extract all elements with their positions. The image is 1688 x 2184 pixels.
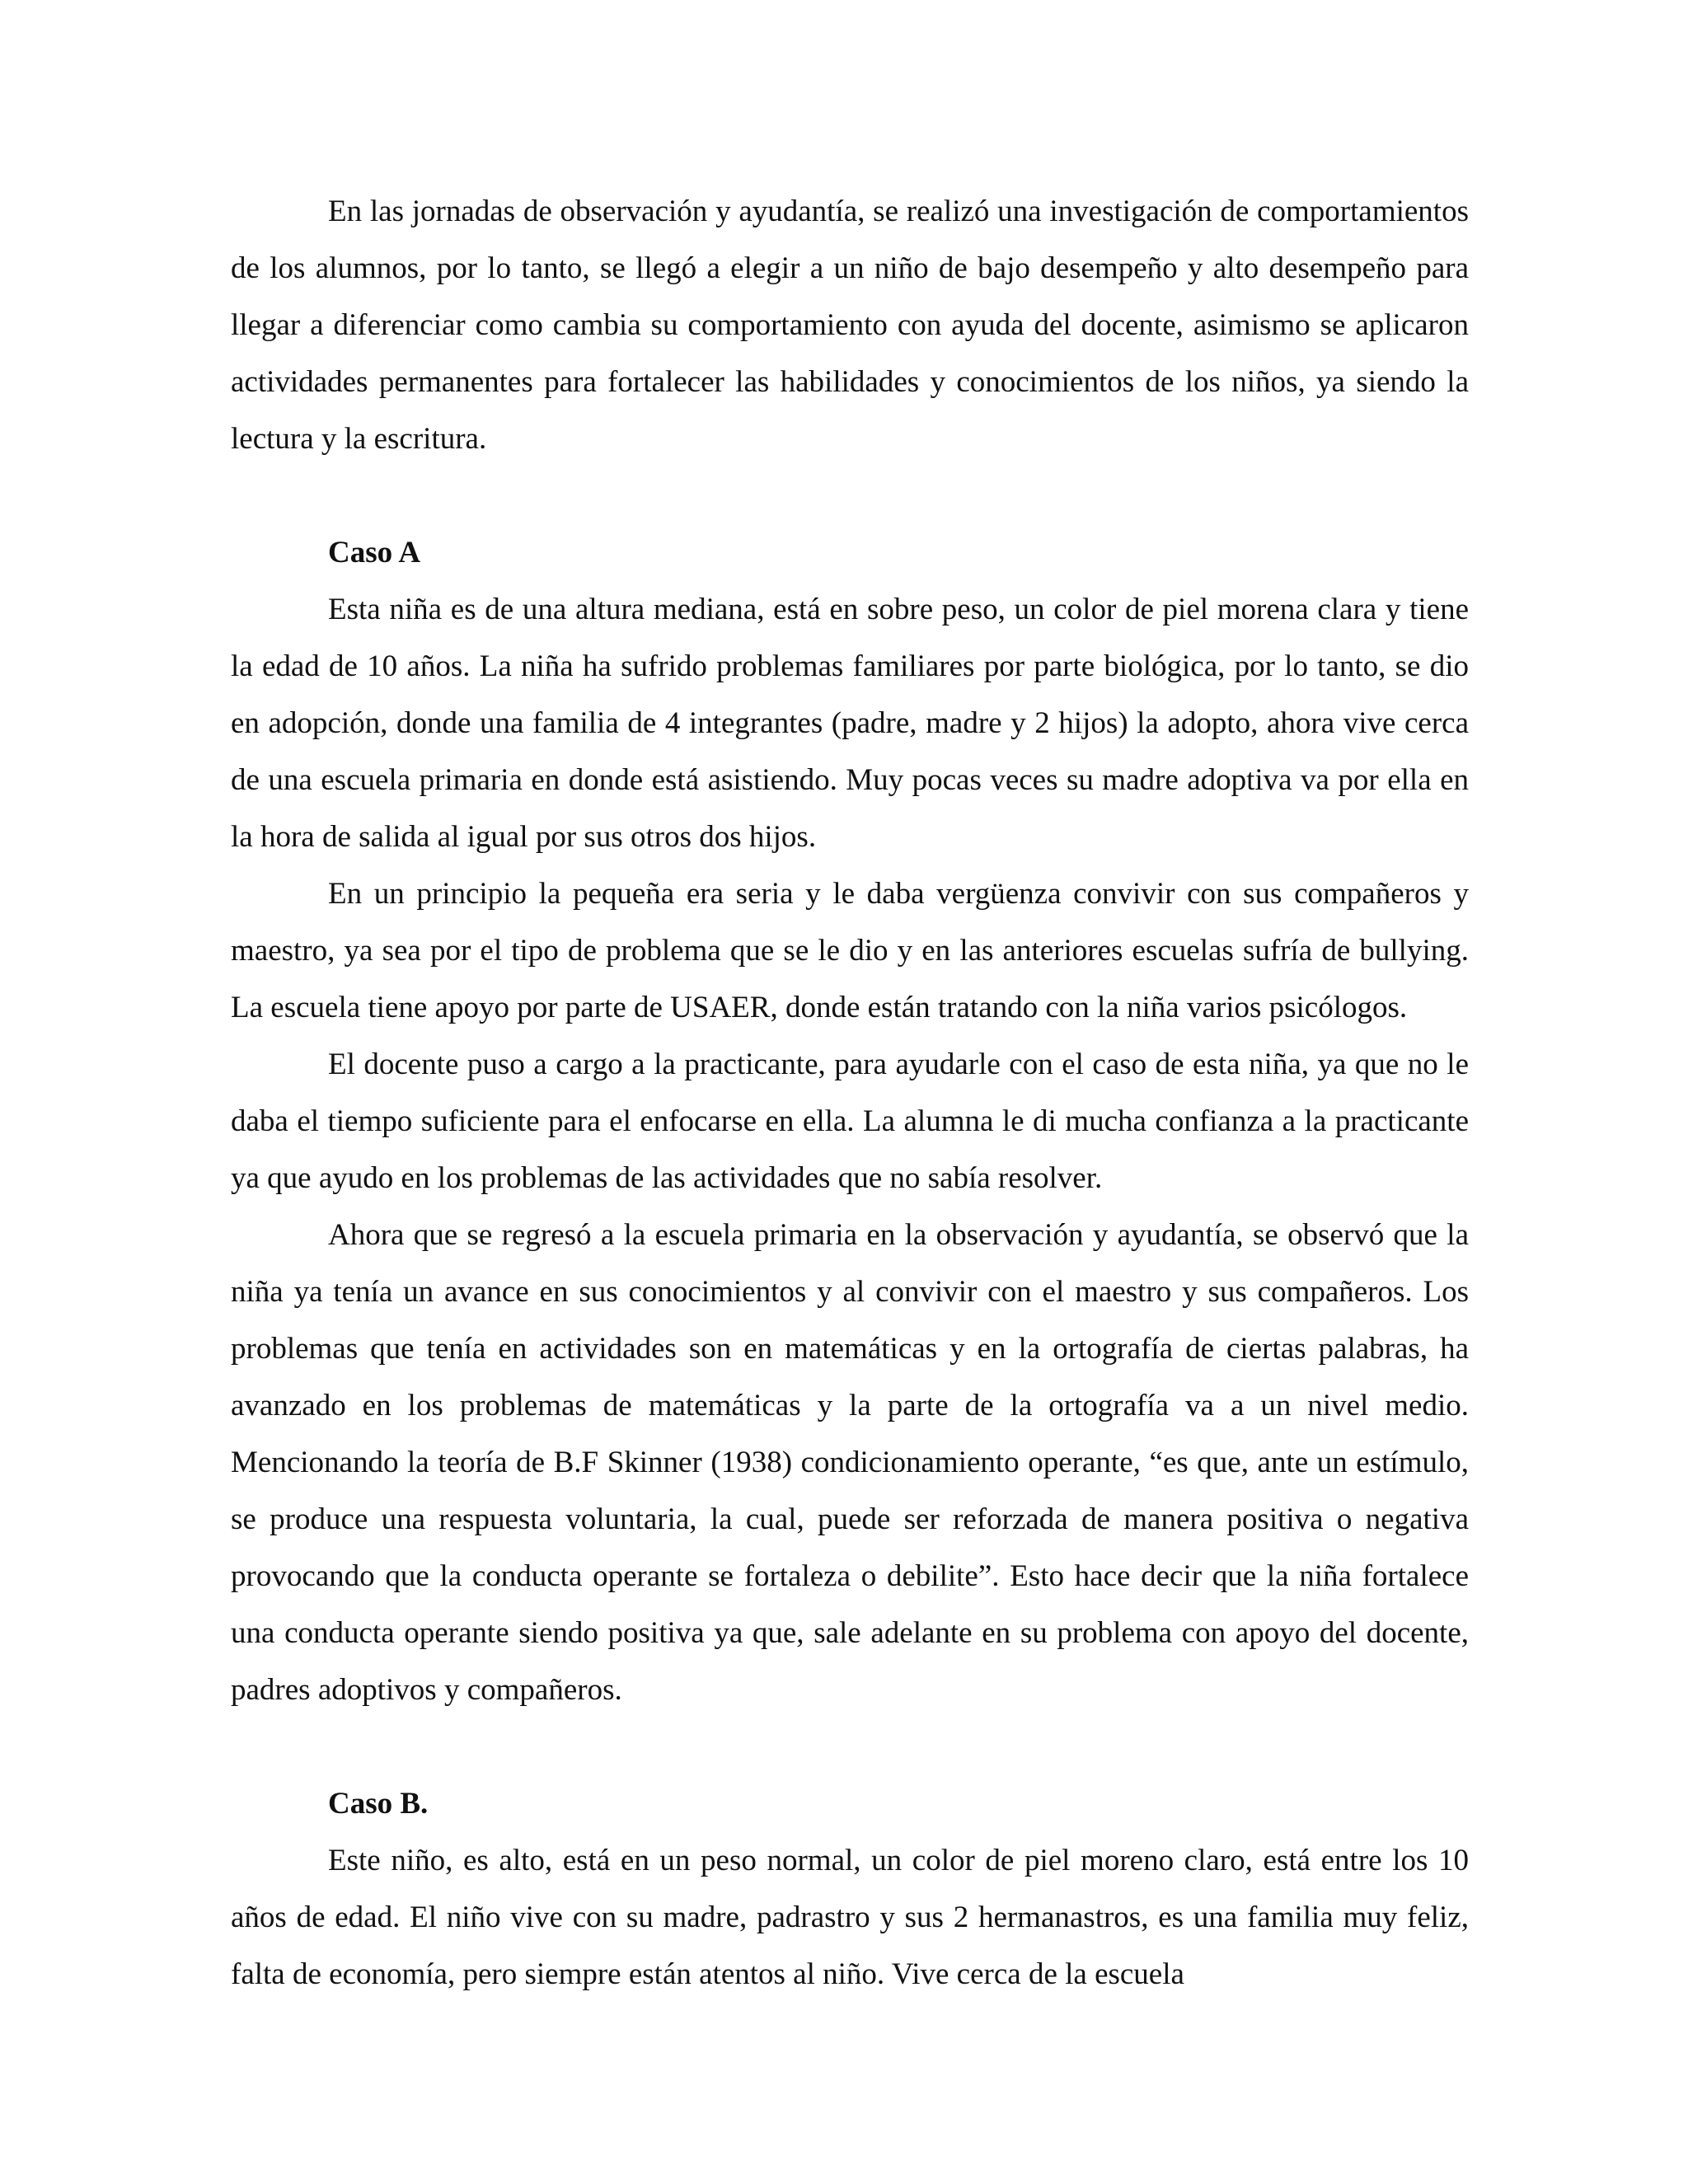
case-a-heading: Caso A: [328, 536, 421, 569]
case-a-paragraph-3: El docente puso a cargo a la practicante, para ayudarle con el caso de esta niña, ya que no le daba el tiempo suficiente para el enfocarse en ella. La alumna le di mucha confianza a la practicante ya que ayudo en los problemas de las actividades que no sabía resolver.: [231, 1047, 1469, 1195]
case-b-paragraph-1: Este niño, es alto, está en un peso normal, un color de piel moreno claro, está entre los 10 años de edad. El niño vive con su madre, padrastro y sus 2 hermanastros, es una familia muy feliz, falta de economía, pero siempre están atentos al niño. Vive cerca de la escuela: [231, 1844, 1469, 1991]
section-spacer: [231, 467, 1469, 524]
intro-paragraph: En las jornadas de observación y ayudantía, se realizó una investigación de comportamientos de los alumnos, por lo tanto, se llegó a elegir a un niño de bajo desempeño y alto desempeño para llegar a diferenciar como cambia su comportamiento con ayuda del docente, asimismo se aplicaron actividades permanentes para fortalecer las habilidades y conocimientos de los niños, ya siendo la lectura y la escritura.: [231, 194, 1469, 456]
document-body: [231, 183, 1469, 2003]
case-b-heading: Caso B.: [328, 1787, 429, 1821]
case-a-paragraph-1: Esta niña es de una altura mediana, está en sobre peso, un color de piel morena clara y tiene la edad de 10 años. La niña ha sufrido problemas familiares por parte biológica, por lo tanto, se dio en adopción, donde una familia de 4 integrantes (padre, madre y 2 hijos) la adopto, ahora vive cerca de una escuela primaria en donde está asistiendo. Muy pocas veces su madre adoptiva va por ella en la hora de salida al igual por sus otros dos hijos.: [231, 593, 1469, 854]
case-a-paragraph-4: Ahora que se regresó a la escuela primaria en la observación y ayudantía, se observó que la niña ya tenía un avance en sus conocimientos y al convivir con el maestro y sus compañeros. Los problemas que tenía en actividades son en matemáticas y en la ortografía de ciertas palabras, ha avanzado en los problemas de matemáticas y la parte de la ortografía va a un nivel medio. Mencionando la teoría de B.F Skinner (1938) condicionamiento operante, “es que, ante un estímulo, se produce una respuesta voluntaria, la cual, puede ser reforzada de manera positiva o negativa provocando que la conducta operante se fortaleza o debilite”. Esto hace decir que la niña fortalece una conducta operante siendo positiva ya que, sale adelante en su problema con apoyo del docente, padres adoptivos y compañeros.: [231, 1218, 1469, 1707]
case-a-paragraph-2: En un principio la pequeña era seria y le daba vergüenza convivir con sus compañeros y maestro, ya sea por el tipo de problema que se le dio y en las anteriores escuelas sufría de bullying. La escuela tiene apoyo por parte de USAER, donde están tratando con la niña varios psicólogos.: [231, 877, 1469, 1024]
section-spacer: [231, 1718, 1469, 1775]
